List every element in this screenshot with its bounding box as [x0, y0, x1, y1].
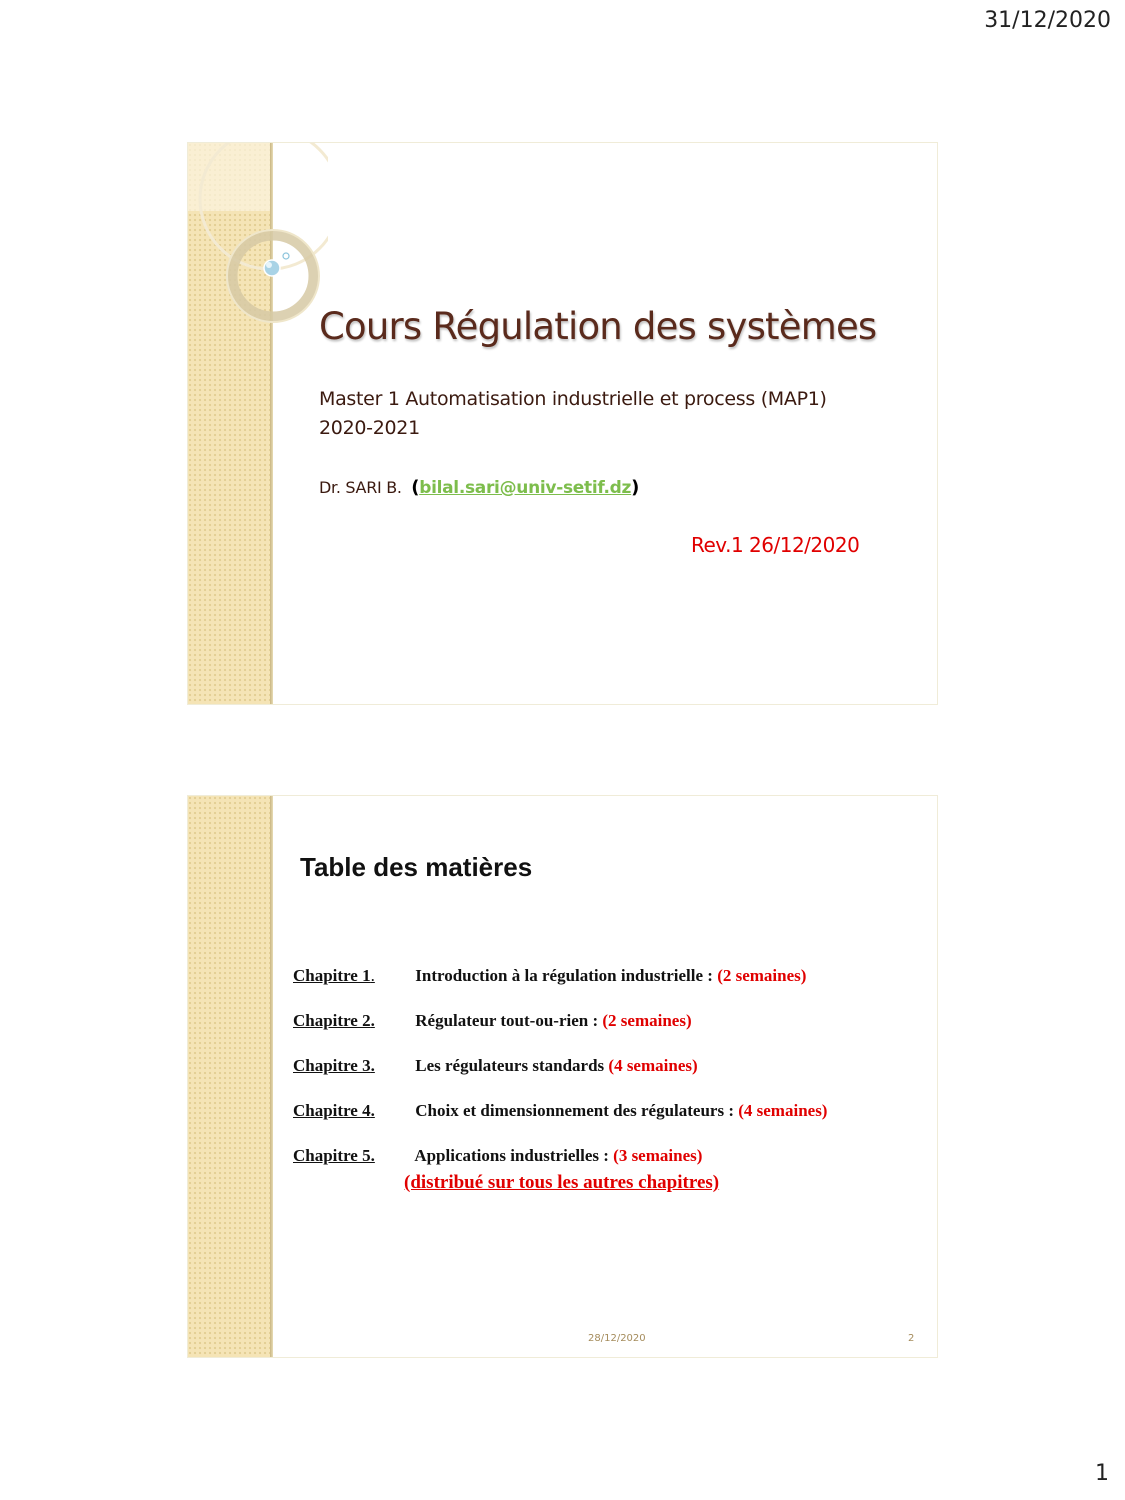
chapter-label: Chapitre 3	[293, 1056, 371, 1075]
page-date: 31/12/2020	[984, 8, 1111, 33]
chapter-duration: (3 semaines)	[613, 1146, 703, 1165]
chapter-punct: .	[370, 1101, 375, 1120]
author-name: Dr. SARI B.	[319, 478, 402, 497]
chapter-duration: (2 semaines)	[602, 1011, 692, 1030]
toc-title: Table des matières	[300, 852, 533, 882]
chapter-text: Applications industrielles :	[414, 1146, 609, 1165]
chapter-label: Chapitre 1	[293, 966, 371, 985]
course-title: Cours Régulation des systèmes	[319, 305, 877, 348]
chapter-punct: .	[370, 1056, 375, 1075]
chapter-label: Chapitre 4	[293, 1101, 371, 1120]
chapter-label: Chapitre 2	[293, 1011, 371, 1030]
band-edge	[270, 796, 273, 1357]
author-line	[319, 477, 639, 498]
chapter-item	[293, 1101, 827, 1121]
slide-footer-number: 2	[908, 1333, 915, 1344]
paren-open: (	[411, 477, 420, 498]
page-number: 1	[1095, 1461, 1109, 1486]
slide-toc	[187, 795, 938, 1358]
chapter-duration: (4 semaines)	[608, 1056, 698, 1075]
small-bubble-icon	[283, 253, 289, 259]
chapter-label: Chapitre 5.	[293, 1146, 375, 1165]
chapter-punct: .	[370, 1011, 375, 1030]
chapter-text: Les régulateurs standards	[415, 1056, 605, 1075]
year-line: 2020-2021	[319, 417, 420, 439]
chapter-text: Régulateur tout-ou-rien :	[415, 1011, 599, 1030]
chapter-text: Introduction à la régulation industrielle :	[415, 966, 713, 985]
author-email-link[interactable]: bilal.sari@univ-setif.dz	[419, 478, 632, 498]
chapter-punct: .	[370, 966, 375, 985]
bubble-icon	[264, 260, 280, 276]
chapter-text: Choix et dimensionnement des régulateurs :	[415, 1101, 734, 1120]
chapter-item	[293, 966, 806, 986]
slide-title	[187, 142, 938, 705]
chapter-duration: (2 semaines)	[717, 966, 807, 985]
chapter-item	[293, 1011, 692, 1031]
chapter-item	[293, 1146, 702, 1166]
course-subtitle	[319, 385, 909, 443]
revision-date: Rev.1 26/12/2020	[691, 533, 860, 557]
chapter-duration: (4 semaines)	[738, 1101, 828, 1120]
slide-footer-date: 28/12/2020	[588, 1333, 646, 1344]
chapter-item	[293, 1056, 698, 1076]
decorative-circles	[188, 143, 328, 343]
program-line: Master 1 Automatisation industrielle et process (MAP1)	[319, 388, 827, 410]
chapter-note: (distribué sur tous les autres chapitres)	[404, 1172, 720, 1193]
decorative-band	[188, 796, 270, 1357]
paren-close: )	[631, 477, 640, 498]
